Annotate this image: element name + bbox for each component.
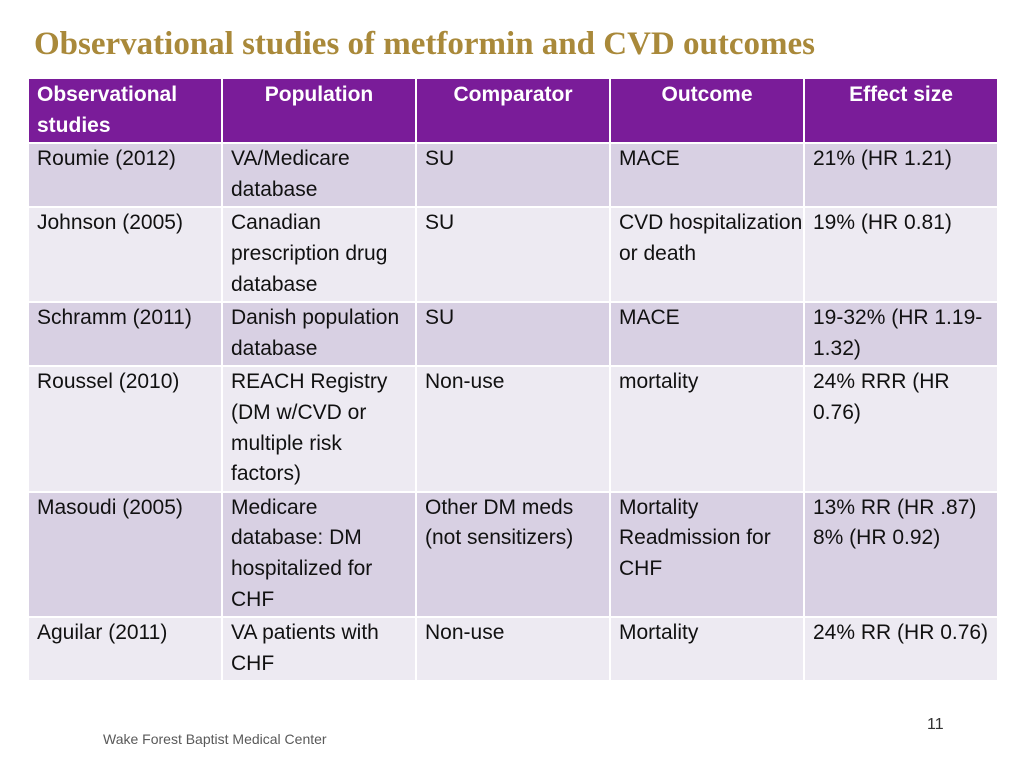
comparator-cell: SU — [416, 143, 610, 207]
header-comparator: Comparator — [416, 78, 610, 143]
effect-size-cell: 24% RR (HR 0.76) — [804, 617, 998, 681]
population-cell: VA/Medicare database — [222, 143, 416, 207]
comparator-cell: SU — [416, 207, 610, 302]
study-cell: Masoudi (2005) — [28, 492, 222, 617]
table-row — [28, 492, 998, 617]
population-cell: Canadian prescription drug database — [222, 207, 416, 302]
header-observational-studies: Observational studies — [28, 78, 222, 143]
outcome-cell: MACE — [610, 302, 804, 366]
population-cell: REACH Registry (DM w/CVD or multiple risk factors) — [222, 366, 416, 491]
effect-size-cell: 21% (HR 1.21) — [804, 143, 998, 207]
comparator-cell: Other DM meds (not sensitizers) — [416, 492, 610, 617]
outcome-cell: MACE — [610, 143, 804, 207]
study-cell: Aguilar (2011) — [28, 617, 222, 681]
outcome-cell: Mortality Readmission for CHF — [610, 492, 804, 617]
population-cell: VA patients with CHF — [222, 617, 416, 681]
study-cell: Schramm (2011) — [28, 302, 222, 366]
effect-size-cell: 19-32% (HR 1.19-1.32) — [804, 302, 998, 366]
studies-table — [27, 77, 999, 682]
comparator-cell: Non-use — [416, 617, 610, 681]
table-row — [28, 207, 998, 302]
effect-size-cell: 24% RRR (HR 0.76) — [804, 366, 998, 491]
page-number: 11 — [927, 716, 944, 733]
comparator-cell: Non-use — [416, 366, 610, 491]
effect-size-cell: 13% RR (HR .87) 8% (HR 0.92) — [804, 492, 998, 617]
study-cell: Johnson (2005) — [28, 207, 222, 302]
footer-institution: Wake Forest Baptist Medical Center — [103, 731, 327, 747]
outcome-cell: Mortality — [610, 617, 804, 681]
outcome-cell: CVD hospitalization or death — [610, 207, 804, 302]
header-effect-size: Effect size — [804, 78, 998, 143]
header-outcome: Outcome — [610, 78, 804, 143]
table-row — [28, 617, 998, 681]
slide-title: Observational studies of metformin and CVD outcomes — [34, 26, 815, 62]
effect-size-cell: 19% (HR 0.81) — [804, 207, 998, 302]
table-header-row — [28, 78, 998, 143]
table-row — [28, 302, 998, 366]
table-row — [28, 366, 998, 491]
population-cell: Medicare database: DM hospitalized for CHF — [222, 492, 416, 617]
table-row — [28, 143, 998, 207]
population-cell: Danish population database — [222, 302, 416, 366]
outcome-cell: mortality — [610, 366, 804, 491]
comparator-cell: SU — [416, 302, 610, 366]
study-cell: Roumie (2012) — [28, 143, 222, 207]
study-cell: Roussel (2010) — [28, 366, 222, 491]
header-population: Population — [222, 78, 416, 143]
